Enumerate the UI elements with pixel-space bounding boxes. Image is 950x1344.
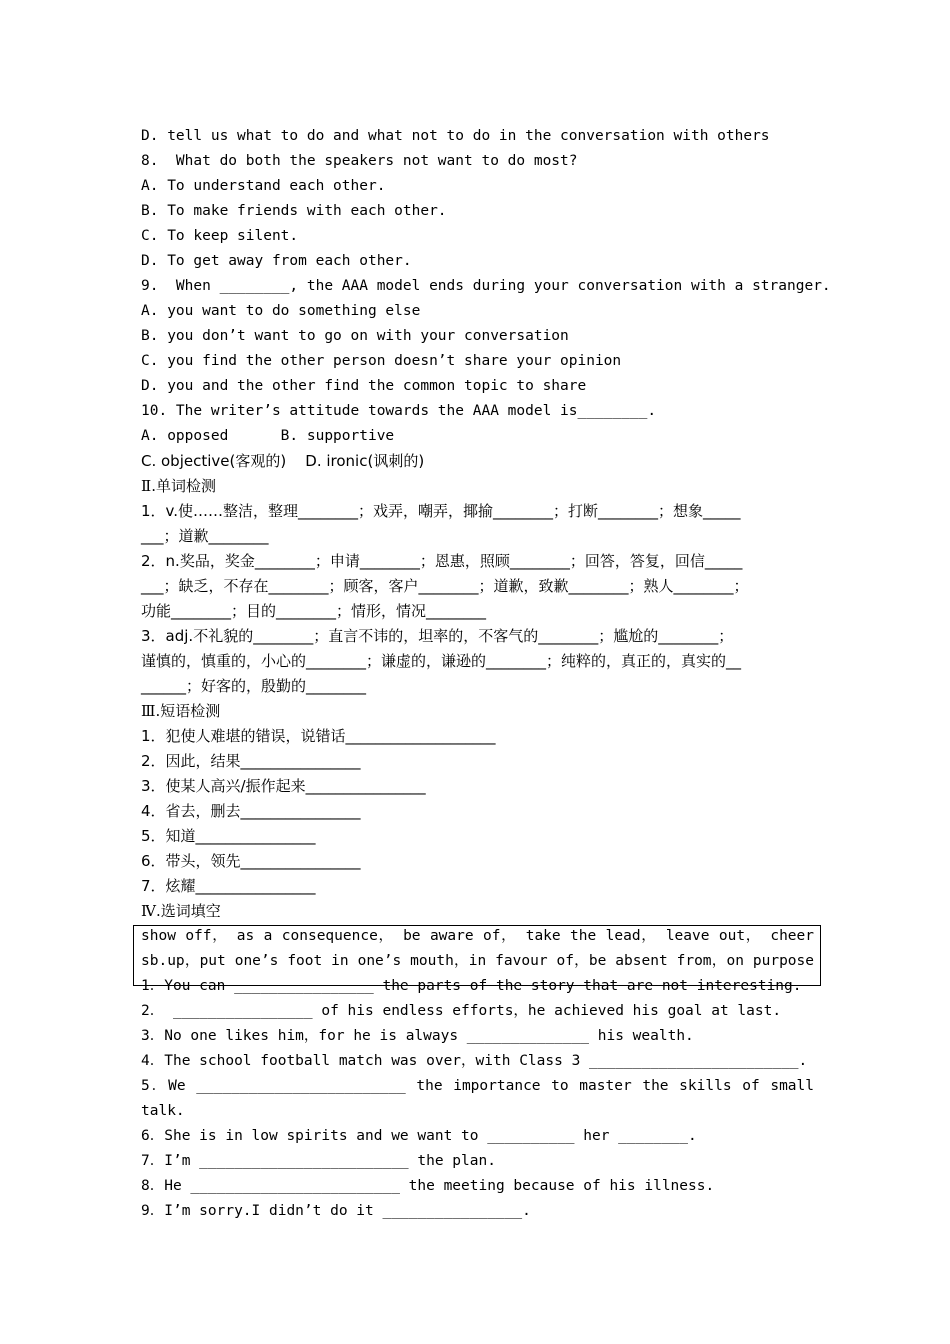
section-2-line: 2．n.奖品，奖金________；申请________；恩惠，照顾________；回答，答复，回信_____ <box>141 552 743 570</box>
question-8-option-a: A. To understand each other. <box>141 178 386 194</box>
section-2-line: 功能________；目的________；情形，情况________ <box>141 602 487 620</box>
word-bank-line-1: show off， as a consequence， be aware of， take the lead， leave out， cheer <box>141 928 814 944</box>
question-9-option-d: D. you and the other find the common topic to share <box>141 378 587 394</box>
question-8-option-d: D. To get away from each other. <box>141 253 412 269</box>
question-8-option-b: B. To make friends with each other. <box>141 203 447 219</box>
section-2-line: ___；道歉________ <box>141 527 269 545</box>
fill-in-item: 8．He ________________________ the meeting because of his illness. <box>141 1178 715 1194</box>
section-3-line: 6．带头，领先________________ <box>141 852 361 870</box>
section-3-title: Ⅲ.短语检测 <box>141 702 221 720</box>
fill-in-item: 5．We ________________________ the importance to master the skills of small <box>141 1078 814 1094</box>
fill-in-item: 4．The school football match was over，with Class 3 ________________________. <box>141 1053 808 1069</box>
section-3-line: 4．省去，删去________________ <box>141 802 361 820</box>
fill-in-item: 1．You can ________________ the parts of the story that are not interesting. <box>141 978 802 994</box>
section-2-line: 1．v.使……整洁，整理________；戏弄，嘲弄，揶揄________；打断________；想象_____ <box>141 502 741 520</box>
section-4-title: Ⅳ.选词填空 <box>141 902 221 920</box>
section-2-line: ______；好客的，殷勤的________ <box>141 677 367 695</box>
fill-in-item: 6．She is in low spirits and we want to __________ her ________. <box>141 1128 697 1144</box>
fill-in-item: 7．I’m ________________________ the plan. <box>141 1153 496 1169</box>
question-9-option-c: C. you find the other person doesn’t share your opinion <box>141 353 622 369</box>
question-9-stem: 9. When ________, the AAA model ends during your conversation with a stranger. <box>141 278 831 294</box>
section-3-line: 7．炫耀________________ <box>141 877 316 895</box>
question-10-options-ab: A. opposed B. supportive <box>141 428 395 444</box>
question-8-stem: 8. What do both the speakers not want to do most? <box>141 153 578 169</box>
question-10-options-cd: C. objective(客观的) D. ironic(讽刺的) <box>141 452 425 470</box>
fill-in-item-continuation: talk. <box>141 1103 185 1119</box>
fill-in-item: 9．I’m sorry.I didn’t do it ________________. <box>141 1203 531 1219</box>
fill-in-item: 2． ________________ of his endless efforts，he achieved his goal at last. <box>141 1003 782 1019</box>
section-3-line: 2．因此，结果________________ <box>141 752 361 770</box>
question-8-option-c: C. To keep silent. <box>141 228 299 244</box>
word-bank-line-2: sb.up，put one’s foot in one’s mouth，in favour of，be absent from，on purpose <box>141 953 814 969</box>
fill-in-item: 3．No one likes him，for he is always ______________ his wealth. <box>141 1028 694 1044</box>
section-2-line: 3．adj.不礼貌的________；直言不讳的，坦率的，不客气的________；尴尬的________； <box>141 627 734 645</box>
question-9-option-a: A. you want to do something else <box>141 303 421 319</box>
section-2-title: Ⅱ.单词检测 <box>141 477 216 495</box>
question-7-option-d: D. tell us what to do and what not to do in the conversation with others <box>141 128 770 144</box>
section-3-line: 1．犯使人难堪的错误，说错话____________________ <box>141 727 496 745</box>
question-10-stem: 10. The writer’s attitude towards the AAA model is________. <box>141 403 657 419</box>
section-3-line: 3．使某人高兴/振作起来________________ <box>141 777 426 795</box>
section-3-line: 5．知道________________ <box>141 827 316 845</box>
question-9-option-b: B. you don’t want to go on with your conversation <box>141 328 569 344</box>
section-2-line: 谨慎的，慎重的，小心的________；谦虚的，谦逊的________；纯粹的，真正的，真实的__ <box>141 652 742 670</box>
section-2-line: ___；缺乏，不存在________；顾客，客户________；道歉，致歉________；熟人________； <box>141 577 749 595</box>
